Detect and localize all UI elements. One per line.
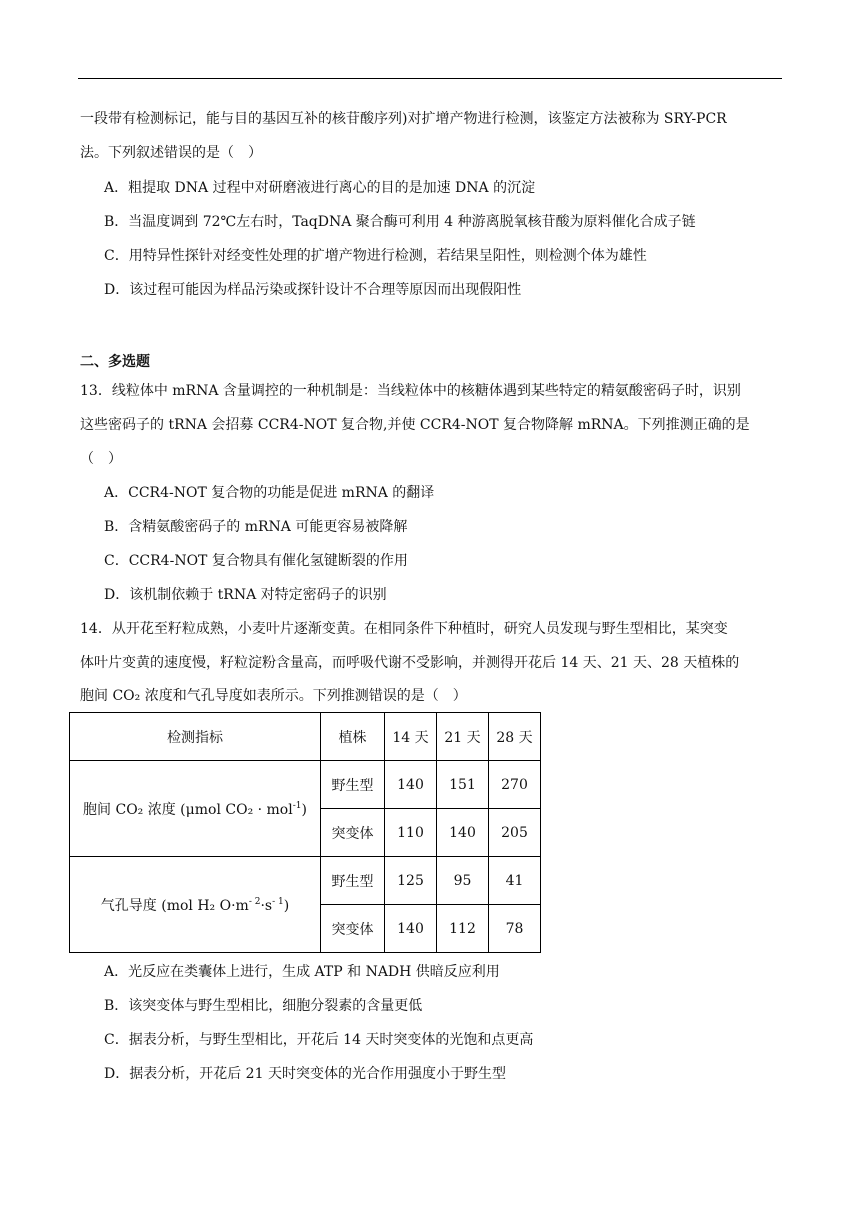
q13-option-b[interactable]: B．含精氨酸密码子的 mRNA 可能更容易被降解 xyxy=(104,519,408,535)
q14-option-d[interactable]: D．据表分析，开花后 21 天时突变体的光合作用强度小于野生型 xyxy=(104,1066,506,1082)
value-cell: 205 xyxy=(489,809,541,857)
header-rule xyxy=(78,78,782,79)
table-header-row xyxy=(70,713,541,761)
q13-stem-line1: 13．线粒体中 mRNA 含量调控的一种机制是：当线粒体中的核糖体遇到某些特定的精氨酸密码子时，识别 xyxy=(80,383,741,399)
value-cell: 110 xyxy=(385,809,437,857)
header-day28: 28 天 xyxy=(489,713,541,761)
indicator-stomatal-conductance: 气孔导度 (mol H₂ $O\cdot m^{- 2}\cdot s^{- 1}$) xyxy=(70,857,321,953)
data-table xyxy=(69,712,541,953)
value-cell: 151 xyxy=(437,761,489,809)
plant-cell: 突变体 xyxy=(321,809,385,857)
q13-option-d[interactable]: D．该机制依赖于 tRNA 对特定密码子的识别 xyxy=(104,587,387,603)
table-row xyxy=(70,857,541,905)
q13-option-c[interactable]: C．CCR4-NOT 复合物具有催化氢键断裂的作用 xyxy=(104,553,408,569)
indicator-co2: 胞间 CO₂ 浓度 (μmol CO₂ · mol$^{-1}$) xyxy=(70,761,321,857)
q12-option-d[interactable]: D．该过程可能因为样品污染或探针设计不合理等原因而出现假阳性 xyxy=(104,282,522,298)
section-title: 二、多选题 xyxy=(80,354,150,370)
q12-stem-line1: 一段带有检测标记，能与目的基因互补的核苷酸序列)对扩增产物进行检测，该鉴定方法被称为 SRY-PCR xyxy=(80,111,727,127)
q14-option-c[interactable]: C．据表分析，与野生型相比，开花后 14 天时突变体的光饱和点更高 xyxy=(104,1032,534,1048)
q14-option-a[interactable]: A．光反应在类囊体上进行，生成 ATP 和 NADH 供暗反应利用 xyxy=(104,964,500,980)
value-cell: 140 xyxy=(385,905,437,953)
q12-stem-line2: 法。下列叙述错误的是（ ） xyxy=(80,145,262,161)
value-cell: 140 xyxy=(437,809,489,857)
q13-stem-line3: （ ） xyxy=(80,451,122,467)
q12-option-c[interactable]: C．用特异性探针对经变性处理的扩增产物进行检测，若结果呈阳性，则检测个体为雄性 xyxy=(104,248,647,264)
value-cell: 78 xyxy=(489,905,541,953)
header-plant: 植株 xyxy=(321,713,385,761)
value-cell: 125 xyxy=(385,857,437,905)
value-cell: 112 xyxy=(437,905,489,953)
plant-cell: 野生型 xyxy=(321,761,385,809)
q14-stem-line2: 体叶片变黄的速度慢，籽粒淀粉含量高，而呼吸代谢不受影响，并测得开花后 14 天、21 天、28 天植株的 xyxy=(80,655,740,671)
q14-stem-line3: 胞间 CO₂ 浓度和气孔导度如表所示。下列推测错误的是（ ） xyxy=(80,688,467,704)
q14-option-b[interactable]: B．该突变体与野生型相比，细胞分裂素的含量更低 xyxy=(104,998,423,1014)
q14-stem-line1: 14．从开花至籽粒成熟，小麦叶片逐渐变黄。在相同条件下种植时，研究人员发现与野生型相比，某突变 xyxy=(80,621,728,637)
q13-option-a[interactable]: A．CCR4-NOT 复合物的功能是促进 mRNA 的翻译 xyxy=(104,485,435,501)
header-day21: 21 天 xyxy=(437,713,489,761)
plant-cell: 野生型 xyxy=(321,857,385,905)
value-cell: 270 xyxy=(489,761,541,809)
q13-stem-line2: 这些密码子的 tRNA 会招募 CCR4-NOT 复合物,并使 CCR4-NOT 复合物降解 mRNA。下列推测正确的是 xyxy=(80,417,750,433)
header-day14: 14 天 xyxy=(385,713,437,761)
table-row xyxy=(70,761,541,809)
plant-cell: 突变体 xyxy=(321,905,385,953)
q12-option-b[interactable]: B．当温度调到 72℃左右时，TaqDNA 聚合酶可利用 4 种游离脱氧核苷酸为原料催化合成子链 xyxy=(104,214,696,230)
value-cell: 41 xyxy=(489,857,541,905)
header-indicator: 检测指标 xyxy=(70,713,321,761)
q12-option-a[interactable]: A．粗提取 DNA 过程中对研磨液进行离心的目的是加速 DNA 的沉淀 xyxy=(104,180,536,196)
value-cell: 95 xyxy=(437,857,489,905)
value-cell: 140 xyxy=(385,761,437,809)
